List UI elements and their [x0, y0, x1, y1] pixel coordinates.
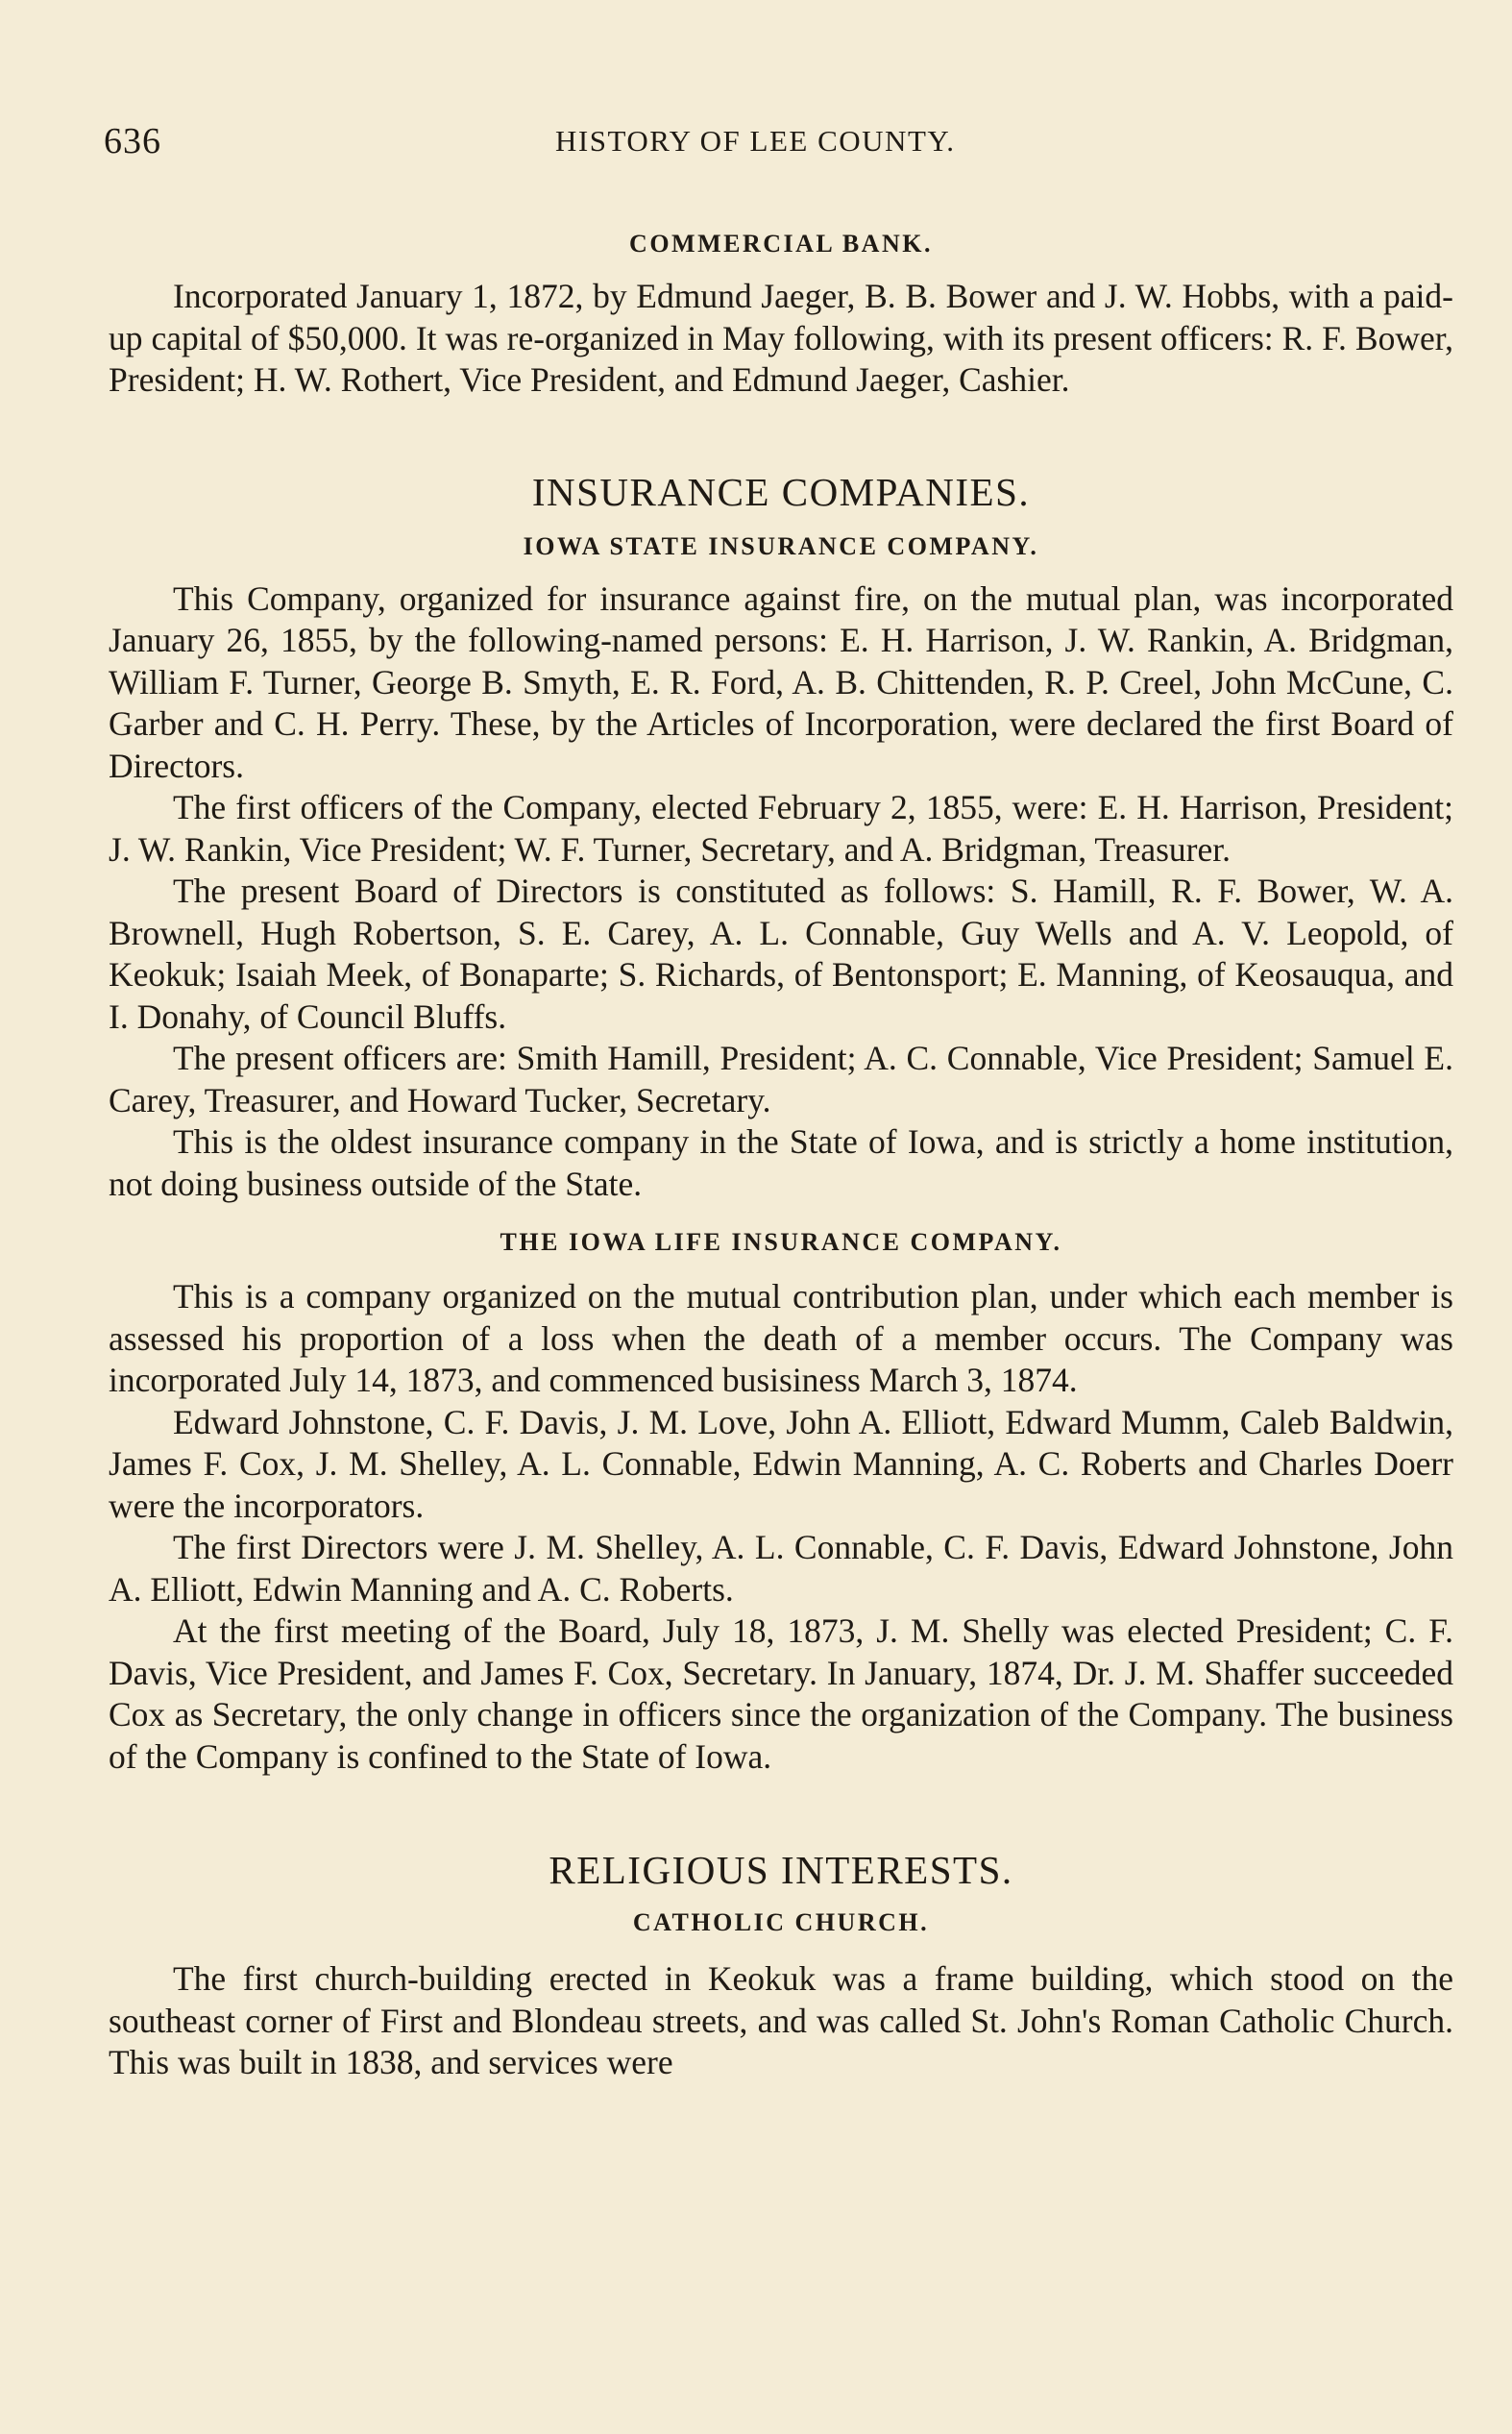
page-number: 636	[104, 121, 161, 161]
commercial-bank-paragraph: Incorporated January 1, 1872, by Edmund Jaeger, B. B. Bower and J. W. Hobbs, with a paid-up capital of $50,000. It was re-organized in May following, with its present officers: R. F. Bower, President; H. W. Rothert, Vice President, and Edmund Jaeger, Cashier.	[109, 277, 1453, 399]
iowa-state-paragraph: The present Board of Directors is constituted as follows: S. Hamill, R. F. Bower, W. A. Brownell, Hugh Robertson, S. E. Carey, A. L. Connable, Guy Wells and A. V. Leopold, of Keokuk; Isaiah Meek, of Bonaparte; S. Richards, of Bentonsport; E. Manning, of Keosauqua, and I. Donahy, of Council Bluffs.	[109, 872, 1453, 1036]
catholic-church-heading: CATHOLIC CHURCH.	[632, 1908, 930, 1936]
iowa-life-insurance-heading: THE IOWA LIFE INSURANCE COMPANY.	[500, 1228, 1062, 1256]
iowa-state-paragraph: This is the oldest insurance company in the State of Iowa, and is strictly a home institution, not doing business outside of the State.	[109, 1122, 1453, 1203]
book-page	[104, 120, 1453, 2084]
commercial-bank-heading: COMMERCIAL BANK.	[629, 230, 933, 258]
insurance-companies-heading: INSURANCE COMPANIES.	[531, 469, 1031, 514]
iowa-life-paragraph: Edward Johnstone, C. F. Davis, J. M. Love, John A. Elliott, Edward Mumm, Caleb Baldwin, James F. Cox, J. M. Shelley, A. L. Connable, Edwin Manning, A. C. Roberts and Charles Doerr were the incorporators.	[109, 1402, 1453, 1525]
iowa-state-insurance-heading: IOWA STATE INSURANCE COMPANY.	[523, 531, 1039, 560]
iowa-life-paragraph: At the first meeting of the Board, July 18, 1873, J. M. Shelly was elected President; C. F. Davis, Vice President, and James F. Cox, Secretary. In January, 1874, Dr. J. M. Shaffer succeeded Cox as Secretary, the only change in officers since the organization of the Company. The business of the Company is confined to the State of Iowa.	[109, 1611, 1453, 1776]
iowa-state-paragraph: The present officers are: Smith Hamill, President; A. C. Connable, Vice President; Samuel E. Carey, Treasurer, and Howard Tucker, Secretary.	[109, 1039, 1453, 1119]
catholic-church-paragraph: The first church-building erected in Keokuk was a frame building, which stood on the southeast corner of First and Blondeau streets, and was called St. John's Roman Catholic Church. This was built in 1838, and services were	[109, 1959, 1453, 2081]
running-title: HISTORY OF LEE COUNTY.	[555, 124, 956, 158]
iowa-life-paragraph: The first Directors were J. M. Shelley, A. L. Connable, C. F. Davis, Edward Johnstone, John A. Elliott, Edwin Manning and A. C. Roberts.	[109, 1528, 1453, 1609]
iowa-state-paragraph: The first officers of the Company, elected February 2, 1855, were: E. H. Harrison, President; J. W. Rankin, Vice President; W. F. Turner, Secretary, and A. Bridgman, Treasurer.	[109, 788, 1453, 869]
iowa-state-paragraph: This Company, organized for insurance against fire, on the mutual plan, was incorporated January 26, 1855, by the following-named persons: E. H. Harrison, J. W. Rankin, A. Bridgman, William F. Turner, George B. Smyth, E. R. Ford, A. B. Chittenden, R. P. Creel, John McCune, C. Garber and C. H. Perry. These, by the Articles of Incorporation, were declared the first Board of Directors.	[109, 578, 1453, 785]
iowa-life-paragraph: This is a company organized on the mutual contribution plan, under which each member is assessed his proportion of a loss when the death of a member occurs. The Company was incorporated July 14, 1873, and commenced busisiness March 3, 1874.	[109, 1277, 1453, 1399]
religious-interests-heading: RELIGIOUS INTERESTS.	[549, 1848, 1013, 1892]
running-head	[104, 120, 1453, 166]
